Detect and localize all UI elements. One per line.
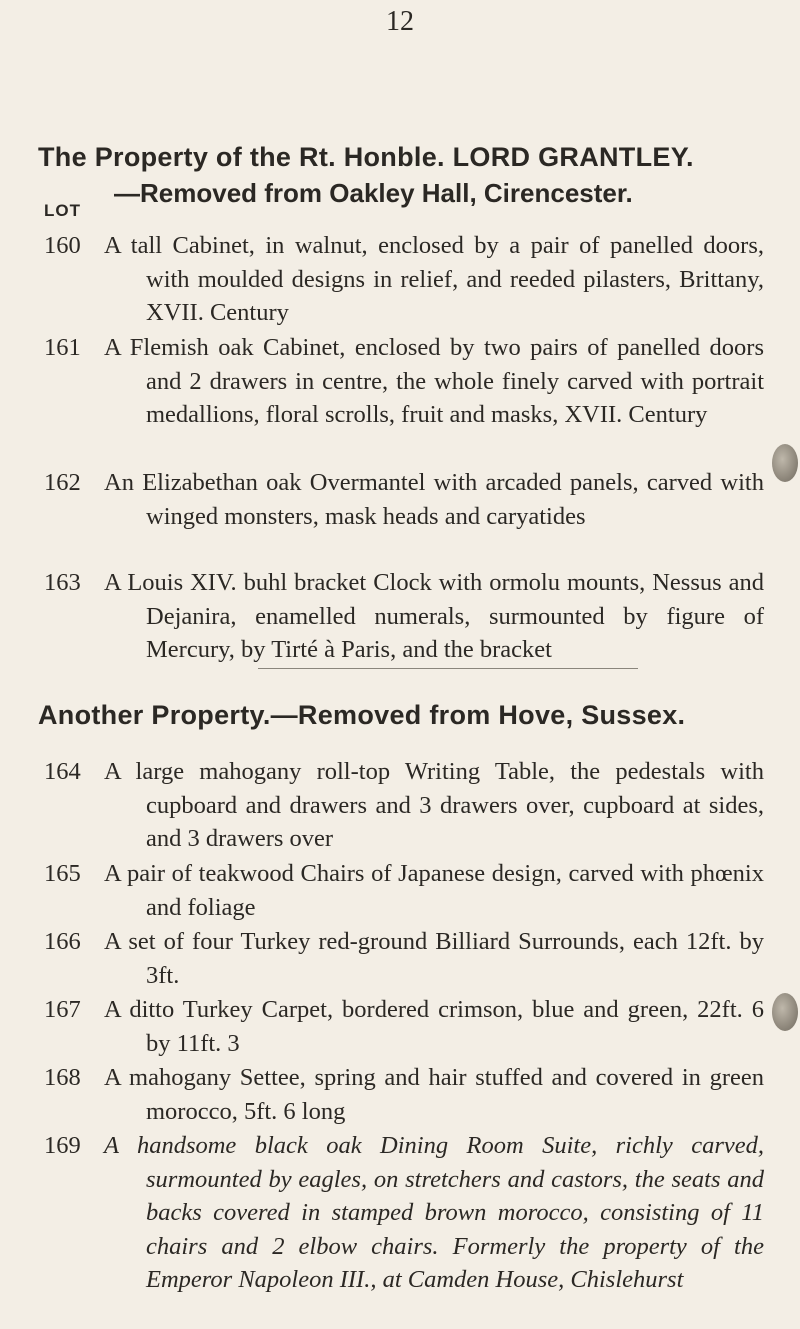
section-heading-grantley: The Property of the Rt. Honble. LORD GRANTLEY. <box>38 142 694 172</box>
lot-description: A Louis XIV. buhl bracket Clock with ormolu mounts, Nessus and Dejanira, enamelled numerals, surmounted by figure of Mercury, by Tirté à Paris, and the bracket <box>104 569 764 664</box>
page-number: 12 <box>386 6 414 37</box>
lot-entry-168 <box>44 1061 764 1128</box>
lot-number: 164 <box>44 758 81 785</box>
lot-entry-162 <box>44 466 764 533</box>
lot-number: 163 <box>44 569 81 596</box>
lot-number: 167 <box>44 996 81 1023</box>
lot-description: A large mahogany roll-top Writing Table, the pedestals with cupboard and drawers and 3 drawers over, cupboard at sides, and 3 drawers over <box>104 758 764 853</box>
lot-description: A handsome black oak Dining Room Suite, richly carved, surmounted by eagles, on stretchers and castors, the seats and backs covered in stamped brown morocco, consisting of 11 chairs and 2 elbow chairs. Formerly the property of the Emperor Napoleon III., at Camden House, Chislehurst <box>104 1132 764 1294</box>
lot-description: A set of four Turkey red-ground Billiard Surrounds, each 12ft. by 3ft. <box>104 928 764 989</box>
lot-entry-160 <box>44 229 764 330</box>
lot-number: 165 <box>44 860 81 887</box>
lot-description: A pair of teakwood Chairs of Japanese design, carved with phœnix and foliage <box>104 860 764 921</box>
lot-description: A mahogany Settee, spring and hair stuffed and covered in green morocco, 5ft. 6 long <box>104 1064 764 1125</box>
binding-hole-upper <box>772 444 798 482</box>
lot-entry-167 <box>44 993 764 1060</box>
lot-description: An Elizabethan oak Overmantel with arcaded panels, carved with winged monsters, mask heads and caryatides <box>104 469 764 530</box>
binding-hole-lower <box>772 993 798 1031</box>
lot-number: 161 <box>44 334 81 361</box>
lot-entry-166 <box>44 925 764 992</box>
lot-number: 168 <box>44 1064 81 1091</box>
lot-description: A ditto Turkey Carpet, bordered crimson, blue and green, 22ft. 6 by 11ft. 3 <box>104 996 764 1057</box>
lot-description: A tall Cabinet, in walnut, enclosed by a pair of panelled doors, with moulded designs in relief, and reeded pilasters, Brittany, XVII. Century <box>104 232 764 327</box>
lot-entry-161 <box>44 331 764 432</box>
lot-number: 166 <box>44 928 81 955</box>
lot-number: 162 <box>44 469 81 496</box>
lot-description: A Flemish oak Cabinet, enclosed by two pairs of panelled doors and 2 drawers in centre, the whole finely carved with portrait medallions, floral scrolls, fruit and masks, XVII. Century <box>104 334 764 429</box>
section-divider <box>258 668 638 669</box>
lot-number: 160 <box>44 232 81 259</box>
lot-number: 169 <box>44 1132 81 1159</box>
lot-entry-163 <box>44 566 764 667</box>
lot-entry-165 <box>44 857 764 924</box>
lot-entry-164 <box>44 755 764 856</box>
section-heading-hove: Another Property.—Removed from Hove, Sussex. <box>38 700 686 730</box>
lot-entry-169 <box>44 1129 764 1297</box>
lot-column-label: LOT <box>44 201 81 220</box>
section-subheading-oakley: —Removed from Oakley Hall, Cirencester. <box>114 178 633 208</box>
